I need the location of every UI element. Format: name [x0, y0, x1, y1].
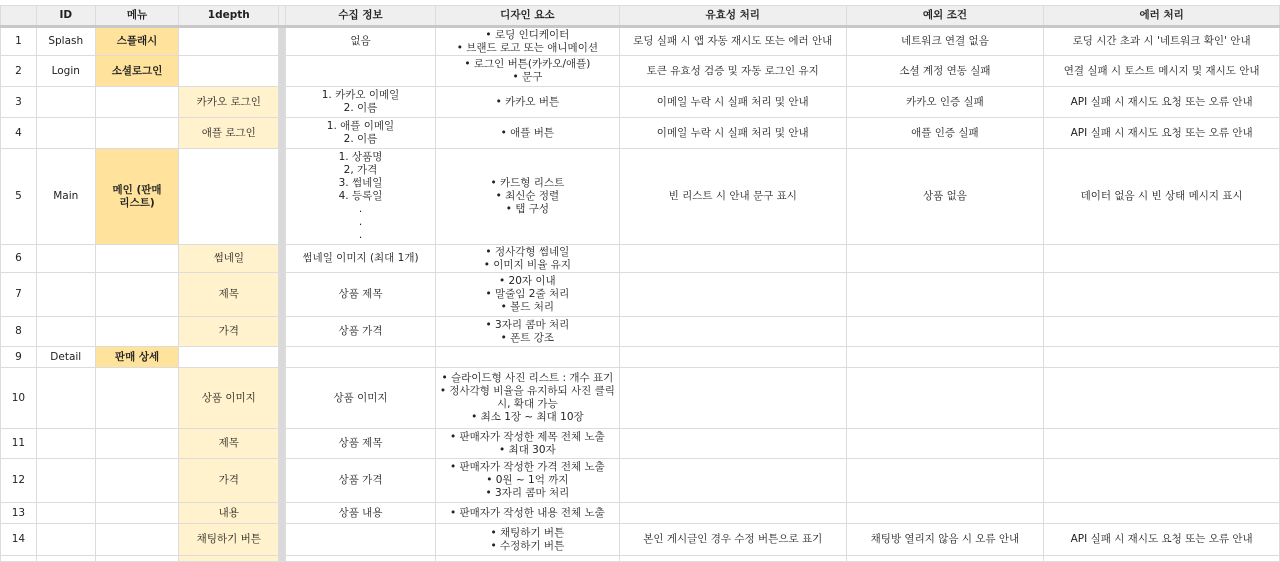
validation-cell[interactable] — [619, 245, 846, 273]
exception-cell[interactable] — [846, 347, 1044, 368]
design-elements-cell[interactable]: • 정사각형 썸네일 • 이미지 비율 유지 — [435, 245, 619, 273]
screen-id-cell[interactable] — [36, 245, 95, 273]
screen-id-cell[interactable] — [36, 317, 95, 347]
screen-id-cell[interactable]: Detail — [36, 347, 95, 368]
design-elements-cell[interactable]: • 슬라이드형 사진 리스트 : 개수 표기 • 정사각형 비율을 유지하되 사진 클릭 시, 확대 가능 • 최소 1장 ~ 최대 10장 — [435, 368, 619, 429]
row-number-cell[interactable]: 4 — [1, 118, 37, 149]
table-row — [1, 27, 1280, 56]
exception-cell[interactable] — [846, 368, 1044, 429]
collect-info-cell[interactable]: 상품 내용 — [286, 503, 436, 524]
collect-info-cell[interactable]: 1. 애플 이메일 2. 이름 — [286, 118, 436, 149]
header-menu[interactable]: 메뉴 — [95, 6, 179, 27]
design-elements-cell[interactable]: • 20자 이내 • 말줄임 2줄 처리 • 볼드 처리 — [435, 273, 619, 317]
error-handling-cell[interactable]: API 실패 시 재시도 요청 또는 오류 안내 — [1044, 118, 1280, 149]
design-elements-cell[interactable]: • 로그인 버튼(카카오/애플) • 문구 — [435, 56, 619, 87]
validation-cell[interactable]: 이메일 누락 시 실패 처리 및 안내 — [619, 87, 846, 118]
header-error-handling[interactable]: 에러 처리 — [1044, 6, 1280, 27]
design-elements-cell[interactable]: • 애플 버튼 — [435, 118, 619, 149]
menu-cell[interactable]: 메인 (판매 리스트) — [95, 149, 179, 245]
header-1depth[interactable]: 1depth — [179, 6, 279, 27]
depth-cell[interactable]: 제목 — [179, 429, 279, 459]
design-elements-cell[interactable]: • 판매자가 작성한 내용 전체 노출 — [435, 503, 619, 524]
table-row — [1, 368, 1280, 429]
freeze-divider — [279, 459, 286, 503]
freeze-divider — [279, 368, 286, 429]
error-handling-cell[interactable]: 로딩 시간 초과 시 '네트워크 확인' 안내 — [1044, 27, 1280, 56]
header-validation[interactable]: 유효성 처리 — [619, 6, 846, 27]
table-row — [1, 317, 1280, 347]
collect-info-cell[interactable]: 없음 — [286, 27, 436, 56]
design-elements-cell[interactable]: • 판매자가 작성한 제목 전체 노출 • 최대 30자 — [435, 429, 619, 459]
header-id[interactable]: ID — [36, 6, 95, 27]
depth-cell[interactable] — [179, 56, 279, 87]
screen-id-cell[interactable] — [36, 368, 95, 429]
screen-id-cell[interactable] — [36, 524, 95, 556]
error-handling-cell[interactable] — [1044, 317, 1280, 347]
freeze-divider — [279, 273, 286, 317]
screen-id-cell[interactable] — [36, 273, 95, 317]
screen-id-cell[interactable] — [36, 118, 95, 149]
table-row — [1, 118, 1280, 149]
row-number-cell[interactable]: 12 — [1, 459, 37, 503]
row-number-cell[interactable]: 3 — [1, 87, 37, 118]
collect-info-cell[interactable]: 상품 가격 — [286, 317, 436, 347]
header-row — [1, 6, 1280, 27]
exception-cell[interactable]: 채팅방 열리지 않음 시 오류 안내 — [846, 524, 1044, 556]
error-handling-cell[interactable] — [1044, 429, 1280, 459]
exception-cell[interactable]: 네트워크 연결 없음 — [846, 27, 1044, 56]
collect-info-cell[interactable] — [286, 347, 436, 368]
collect-info-cell[interactable] — [286, 524, 436, 556]
table-row — [1, 87, 1280, 118]
menu-cell[interactable]: 소셜로그인 — [95, 56, 179, 87]
row-number-cell[interactable]: 10 — [1, 368, 37, 429]
header-collect-info[interactable]: 수집 정보 — [286, 6, 436, 27]
row-number-cell[interactable]: 14 — [1, 524, 37, 556]
collect-info-cell[interactable]: 1. 상품명 2, 가격 3. 썸네일 4. 등록일 . . . — [286, 149, 436, 245]
error-handling-cell[interactable] — [1044, 245, 1280, 273]
freeze-divider — [279, 149, 286, 245]
error-handling-cell[interactable]: 연결 실패 시 토스트 메시지 및 재시도 안내 — [1044, 56, 1280, 87]
error-handling-cell[interactable]: API 실패 시 재시도 요청 또는 오류 안내 — [1044, 87, 1280, 118]
screen-id-cell[interactable] — [36, 459, 95, 503]
menu-cell[interactable] — [95, 245, 179, 273]
depth-cell[interactable]: 채팅하기 버튼 — [179, 524, 279, 556]
table-row — [1, 56, 1280, 87]
screen-id-cell[interactable] — [36, 429, 95, 459]
depth-cell[interactable]: 내용 — [179, 503, 279, 524]
screen-id-cell[interactable]: Login — [36, 56, 95, 87]
error-handling-cell[interactable]: API 실패 시 재시도 요청 또는 오류 안내 — [1044, 524, 1280, 556]
validation-cell[interactable]: 빈 리스트 시 안내 문구 표시 — [619, 149, 846, 245]
freeze-divider — [279, 503, 286, 524]
collect-info-cell[interactable]: 썸네일 이미지 (최대 1개) — [286, 245, 436, 273]
validation-cell[interactable] — [619, 503, 846, 524]
depth-cell[interactable] — [179, 347, 279, 368]
collect-info-cell[interactable] — [286, 56, 436, 87]
table-row — [1, 429, 1280, 459]
menu-cell[interactable] — [95, 524, 179, 556]
menu-cell[interactable] — [95, 273, 179, 317]
error-handling-cell[interactable] — [1044, 459, 1280, 503]
depth-cell[interactable]: 썸네일 — [179, 245, 279, 273]
collect-info-cell[interactable]: 상품 제목 — [286, 273, 436, 317]
table-row — [1, 273, 1280, 317]
freeze-divider — [279, 118, 286, 149]
depth-cell[interactable]: 제목 — [179, 273, 279, 317]
table-row — [1, 245, 1280, 273]
header-exception[interactable]: 예외 조건 — [846, 6, 1044, 27]
screen-id-cell[interactable]: Splash — [36, 27, 95, 56]
menu-cell[interactable] — [95, 368, 179, 429]
depth-cell[interactable]: 카카오 로그인 — [179, 87, 279, 118]
menu-cell[interactable] — [95, 118, 179, 149]
validation-cell[interactable]: 토큰 유효성 검증 및 자동 로그인 유지 — [619, 56, 846, 87]
depth-cell[interactable]: 가격 — [179, 459, 279, 503]
validation-cell[interactable] — [619, 429, 846, 459]
exception-cell[interactable] — [846, 459, 1044, 503]
design-elements-cell[interactable]: • 카카오 버튼 — [435, 87, 619, 118]
row-number-cell[interactable]: 8 — [1, 317, 37, 347]
freeze-divider — [279, 524, 286, 556]
menu-cell[interactable] — [95, 503, 179, 524]
menu-cell[interactable] — [95, 429, 179, 459]
exception-cell[interactable]: 카카오 인증 실패 — [846, 87, 1044, 118]
freeze-divider[interactable] — [279, 6, 286, 27]
design-elements-cell[interactable] — [435, 347, 619, 368]
design-elements-cell[interactable]: • 카드형 리스트 • 최신순 정렬 • 탭 구성 — [435, 149, 619, 245]
header-design-elements[interactable]: 디자인 요소 — [435, 6, 619, 27]
row-number-cell[interactable]: 2 — [1, 56, 37, 87]
depth-cell[interactable]: 가격 — [179, 317, 279, 347]
validation-cell[interactable] — [619, 347, 846, 368]
design-elements-cell[interactable]: • 판매자가 작성한 가격 전체 노출 • 0원 ~ 1억 까지 • 3자리 콤마 처리 — [435, 459, 619, 503]
error-handling-cell[interactable] — [1044, 503, 1280, 524]
error-handling-cell[interactable] — [1044, 368, 1280, 429]
validation-cell[interactable]: 본인 게시글인 경우 수정 버튼으로 표기 — [619, 524, 846, 556]
exception-cell[interactable]: 애플 인증 실패 — [846, 118, 1044, 149]
row-number-cell[interactable]: 11 — [1, 429, 37, 459]
depth-cell[interactable] — [179, 27, 279, 56]
freeze-divider — [279, 56, 286, 87]
design-elements-cell[interactable]: • 로딩 인디케이터 • 브랜드 로고 또는 애니메이션 — [435, 27, 619, 56]
spec-table — [0, 5, 1280, 562]
exception-cell[interactable] — [846, 317, 1044, 347]
menu-cell[interactable] — [95, 317, 179, 347]
menu-cell[interactable] — [95, 87, 179, 118]
freeze-divider — [279, 429, 286, 459]
header-row-number[interactable] — [1, 6, 37, 27]
validation-cell[interactable]: 로딩 실패 시 앱 자동 재시도 또는 에러 안내 — [619, 27, 846, 56]
freeze-divider — [279, 27, 286, 56]
exception-cell[interactable] — [846, 245, 1044, 273]
exception-cell[interactable] — [846, 273, 1044, 317]
freeze-divider — [279, 317, 286, 347]
table-row — [1, 524, 1280, 556]
validation-cell[interactable] — [619, 459, 846, 503]
table-row — [1, 503, 1280, 524]
depth-cell[interactable] — [179, 149, 279, 245]
screen-id-cell[interactable] — [36, 503, 95, 524]
collect-info-cell[interactable]: 상품 이미지 — [286, 368, 436, 429]
row-number-cell[interactable]: 7 — [1, 273, 37, 317]
validation-cell[interactable]: 이메일 누락 시 실패 처리 및 안내 — [619, 118, 846, 149]
row-number-cell[interactable]: 9 — [1, 347, 37, 368]
error-handling-cell[interactable] — [1044, 273, 1280, 317]
exception-cell[interactable]: 소셜 계정 연동 실패 — [846, 56, 1044, 87]
error-handling-cell[interactable]: 데이터 없음 시 빈 상태 메시지 표시 — [1044, 149, 1280, 245]
collect-info-cell[interactable]: 상품 제목 — [286, 429, 436, 459]
freeze-divider — [279, 347, 286, 368]
exception-cell[interactable] — [846, 503, 1044, 524]
freeze-divider — [279, 245, 286, 273]
collect-info-cell[interactable]: 상품 가격 — [286, 459, 436, 503]
error-handling-cell[interactable] — [1044, 347, 1280, 368]
design-elements-cell[interactable]: • 3자리 콤마 처리 • 폰트 강조 — [435, 317, 619, 347]
validation-cell[interactable] — [619, 368, 846, 429]
table-row — [1, 459, 1280, 503]
table-row — [1, 149, 1280, 245]
depth-cell[interactable]: 애플 로그인 — [179, 118, 279, 149]
row-number-cell[interactable]: 1 — [1, 27, 37, 56]
freeze-divider — [279, 87, 286, 118]
table-row — [1, 347, 1280, 368]
collect-info-cell[interactable]: 1. 카카오 이메일 2. 이름 — [286, 87, 436, 118]
validation-cell[interactable] — [619, 317, 846, 347]
menu-cell[interactable] — [95, 459, 179, 503]
design-elements-cell[interactable]: • 채팅하기 버튼 • 수정하기 버튼 — [435, 524, 619, 556]
row-number-cell[interactable]: 5 — [1, 149, 37, 245]
depth-cell[interactable]: 상품 이미지 — [179, 368, 279, 429]
menu-cell[interactable]: 스플래시 — [95, 27, 179, 56]
exception-cell[interactable]: 상품 없음 — [846, 149, 1044, 245]
exception-cell[interactable] — [846, 429, 1044, 459]
screen-id-cell[interactable] — [36, 87, 95, 118]
screen-id-cell[interactable]: Main — [36, 149, 95, 245]
validation-cell[interactable] — [619, 273, 846, 317]
row-number-cell[interactable]: 13 — [1, 503, 37, 524]
menu-cell[interactable]: 판매 상세 — [95, 347, 179, 368]
row-number-cell[interactable]: 6 — [1, 245, 37, 273]
